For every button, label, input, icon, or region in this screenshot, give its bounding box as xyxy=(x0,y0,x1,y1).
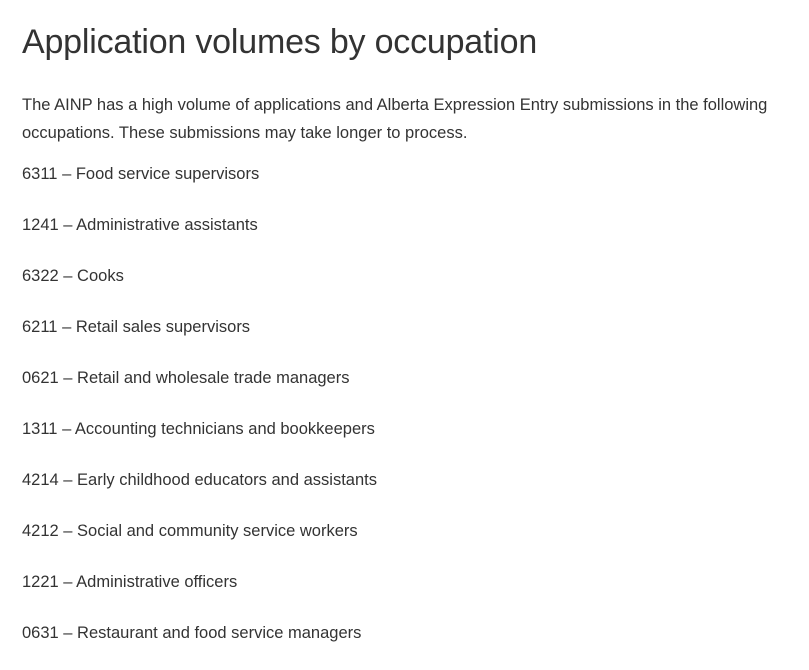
occupation-item: 1221 – Administrative officers xyxy=(22,573,238,591)
intro-paragraph: The AINP has a high volume of applications and Alberta Expression Entry submissions in the following occupations. These submissions may take longer to process. xyxy=(22,96,768,142)
occupation-item: 6322 – Cooks xyxy=(22,267,124,285)
occupation-item: 0631 – Restaurant and food service managers xyxy=(22,624,362,642)
occupation-item: 4214 – Early childhood educators and assistants xyxy=(22,471,377,489)
occupation-item: 4212 – Social and community service workers xyxy=(22,522,358,540)
main-content xyxy=(22,18,807,670)
occupation-item: 6211 – Retail sales supervisors xyxy=(22,318,251,336)
occupation-item: 1241 – Administrative assistants xyxy=(22,216,258,234)
occupation-item: 1311 – Accounting technicians and bookkeepers xyxy=(22,420,375,438)
occupation-item: 0621 – Retail and wholesale trade managers xyxy=(22,369,350,387)
occupation-list xyxy=(22,160,807,647)
page-title: Application volumes by occupation xyxy=(22,23,538,61)
occupation-item: 6311 – Food service supervisors xyxy=(22,165,260,183)
